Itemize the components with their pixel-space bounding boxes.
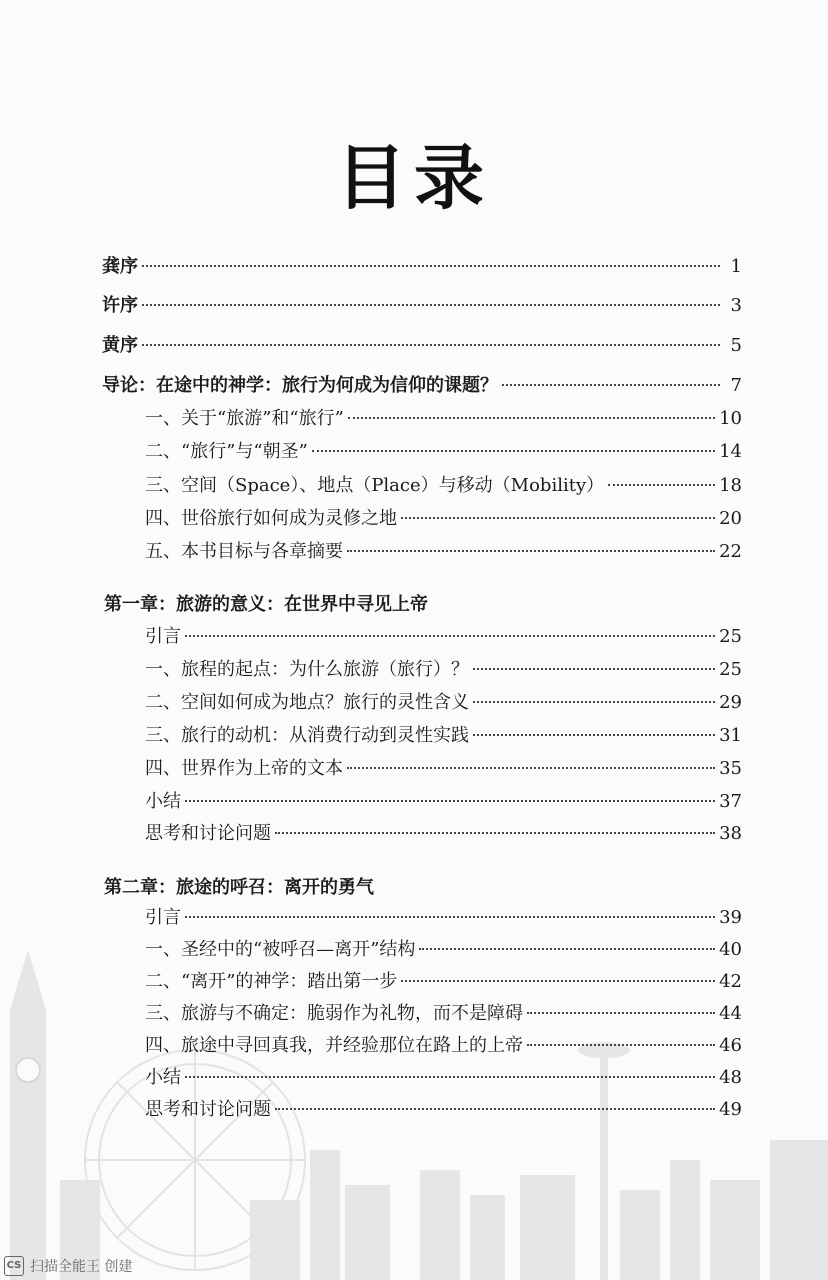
watermark-text: 扫描全能王 创建	[30, 1259, 133, 1275]
toc-entry-page: 5	[730, 335, 742, 356]
toc-entry-title: 小结	[145, 1067, 181, 1088]
dot-leader	[185, 916, 715, 918]
toc-entry-title: 三、旅游与不确定：脆弱作为礼物，而不是障碍	[145, 1003, 523, 1024]
dot-leader	[347, 767, 715, 769]
toc-entry-page: 22	[719, 541, 742, 562]
toc-entry-page: 25	[719, 626, 742, 647]
toc-entry-title: 四、旅途中寻回真我，并经验那位在路上的上帝	[145, 1035, 523, 1056]
toc-entry[interactable]	[145, 471, 742, 503]
toc-entry-title: 四、世俗旅行如何成为灵修之地	[145, 508, 397, 529]
toc-entry[interactable]	[145, 404, 742, 436]
toc-entry[interactable]	[145, 688, 742, 720]
toc-entry-title: 一、旅程的起点：为什么旅游（旅行）？	[145, 659, 469, 680]
dot-leader	[608, 484, 715, 486]
toc-entry-title: 思考和讨论问题	[145, 1099, 271, 1120]
dot-leader	[401, 517, 715, 519]
chapter-heading[interactable]: 第一章：旅游的意义：在世界中寻见上帝	[104, 594, 428, 615]
toc-entry[interactable]	[145, 967, 742, 999]
toc-entry[interactable]	[145, 999, 742, 1031]
toc-entry-preface-1[interactable]	[102, 252, 742, 284]
scanner-watermark	[4, 1256, 132, 1276]
dot-leader	[312, 450, 715, 452]
dot-leader	[142, 265, 720, 267]
dot-leader	[347, 550, 715, 552]
toc-entry-page: 7	[730, 375, 742, 396]
dot-leader	[502, 384, 720, 386]
toc-entry[interactable]	[145, 819, 742, 851]
toc-entry-page: 46	[719, 1035, 742, 1056]
toc-entry-page: 10	[719, 408, 742, 429]
toc-entry-title: 龚序	[102, 256, 138, 277]
camscanner-icon: CS	[4, 1256, 24, 1276]
toc-entry-title: 二、“离开”的神学：踏出第一步	[145, 971, 398, 992]
dot-leader	[275, 1108, 715, 1110]
toc-entry-page: 18	[719, 475, 742, 496]
dot-leader	[527, 1044, 715, 1046]
toc-entry-page: 42	[719, 971, 742, 992]
toc-entry-title: 五、本书目标与各章摘要	[145, 541, 343, 562]
toc-entry[interactable]	[145, 622, 742, 654]
toc-entry[interactable]	[145, 1031, 742, 1063]
toc-entry-title: 引言	[145, 626, 181, 647]
toc-entry[interactable]	[145, 787, 742, 819]
dot-leader	[185, 635, 715, 637]
toc-entry-intro[interactable]	[102, 371, 742, 403]
toc-entry[interactable]	[145, 437, 742, 469]
toc-entry-title: 思考和讨论问题	[145, 823, 271, 844]
toc-entry-page: 14	[719, 441, 742, 462]
toc-entry-preface-2[interactable]	[102, 291, 742, 323]
toc-entry-title: 三、旅行的动机：从消费行动到灵性实践	[145, 725, 469, 746]
toc-entry-page: 25	[719, 659, 742, 680]
toc-entry[interactable]	[145, 903, 742, 935]
toc-entry[interactable]	[145, 935, 742, 967]
toc-entry-title: 一、圣经中的“被呼召—离开”结构	[145, 939, 416, 960]
toc-entry[interactable]	[145, 537, 742, 569]
toc-entry[interactable]	[145, 504, 742, 536]
page-title: 目录	[336, 137, 492, 219]
dot-leader	[185, 1076, 715, 1078]
toc-entry-page: 35	[719, 758, 742, 779]
toc-entry-title: 三、空间（Space）、地点（Place）与移动（Mobility）	[145, 475, 605, 496]
toc-entry-page: 20	[719, 508, 742, 529]
toc-entry-page: 44	[719, 1003, 742, 1024]
toc-entry-page: 40	[719, 939, 742, 960]
toc-entry-title: 导论：在途中的神学：旅行为何成为信仰的课题？	[102, 375, 498, 396]
toc-entry-title: 许序	[102, 295, 138, 316]
toc-entry-page: 31	[719, 725, 742, 746]
chapter-heading[interactable]: 第二章：旅途的呼召：离开的勇气	[104, 877, 374, 898]
toc-entry[interactable]	[145, 655, 742, 687]
toc-entry-page: 48	[719, 1067, 742, 1088]
toc-entry-title: 小结	[145, 791, 181, 812]
dot-leader	[527, 1012, 715, 1014]
toc-entry-page: 1	[730, 256, 742, 277]
toc-entry-title: 黄序	[102, 335, 138, 356]
toc-entry-title: 引言	[145, 907, 181, 928]
toc-entry-title: 一、关于“旅游”和“旅行”	[145, 408, 344, 429]
toc-entry-page: 39	[719, 907, 742, 928]
toc-entry-title: 二、空间如何成为地点？旅行的灵性含义	[145, 692, 469, 713]
toc-entry-title: 二、“旅行”与“朝圣”	[145, 441, 308, 462]
toc-entry[interactable]	[145, 754, 742, 786]
toc-entry-preface-3[interactable]	[102, 331, 742, 363]
dot-leader	[401, 980, 715, 982]
dot-leader	[419, 948, 715, 950]
toc-entry-page: 3	[730, 295, 742, 316]
toc-entry[interactable]	[145, 721, 742, 753]
toc-entry[interactable]	[145, 1095, 742, 1127]
dot-leader	[185, 800, 715, 802]
dot-leader	[473, 701, 715, 703]
toc-entry-title: 四、世界作为上帝的文本	[145, 758, 343, 779]
dot-leader	[275, 832, 715, 834]
dot-leader	[348, 417, 715, 419]
dot-leader	[142, 344, 720, 346]
toc-entry[interactable]	[145, 1063, 742, 1095]
toc-entry-page: 29	[719, 692, 742, 713]
dot-leader	[142, 304, 720, 306]
toc-entry-page: 38	[719, 823, 742, 844]
dot-leader	[473, 668, 715, 670]
dot-leader	[473, 734, 715, 736]
toc-entry-page: 49	[719, 1099, 742, 1120]
toc-entry-page: 37	[719, 791, 742, 812]
